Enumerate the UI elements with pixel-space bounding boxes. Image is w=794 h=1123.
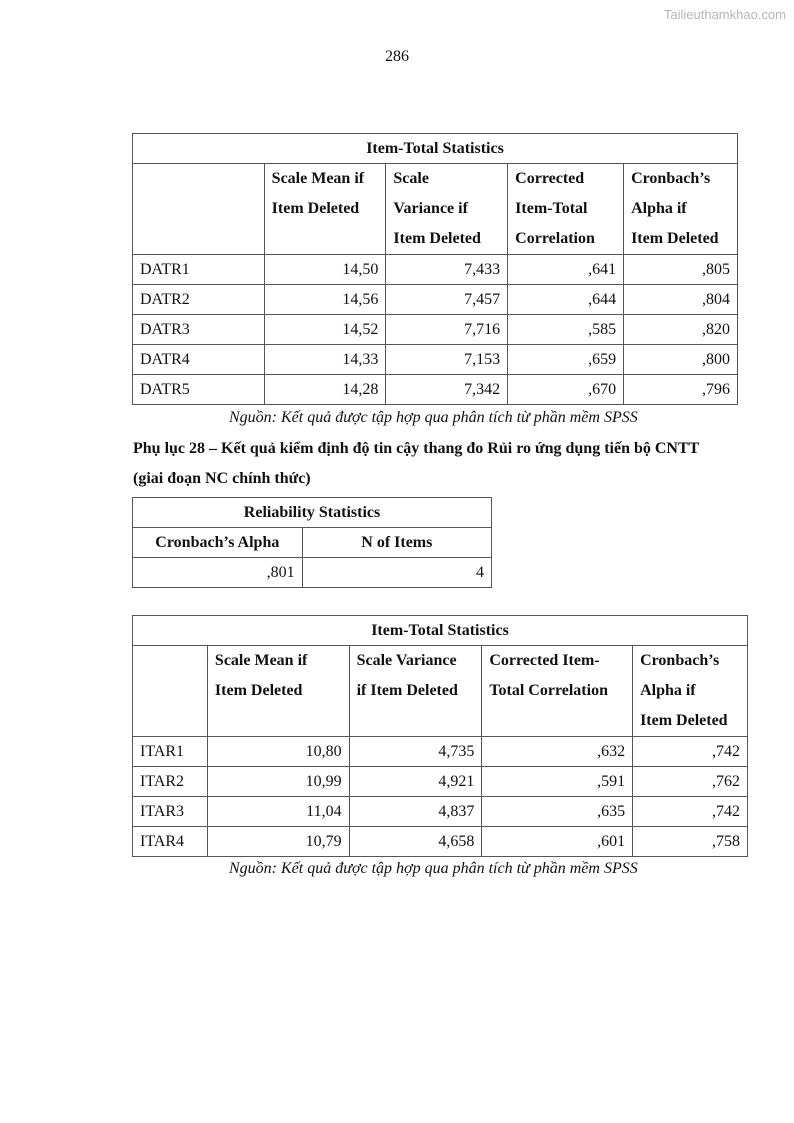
row-label: DATR1 [133,255,265,285]
item-total-statistics-table-itar [132,615,748,857]
page-number: 286 [385,48,409,65]
reliability-caption: Reliability Statistics [133,498,492,528]
table-row [133,315,738,345]
correlation-value: ,632 [482,737,633,767]
alpha-value: ,742 [633,737,748,767]
correlation-value: ,670 [508,375,624,405]
appendix-title: Phụ lục 28 – Kết quả kiểm định độ tin cậy thang đo Rủi ro ứng dụng tiến bộ CNTT (giai đoạn NC chính thức) [133,440,700,487]
item-total-statistics-table-datr [132,133,738,405]
table-row [133,285,738,315]
correlation-value: ,635 [482,797,633,827]
header-empty-cell [133,164,265,255]
header-cronbach-alpha: Cronbach’s Alpha [133,528,303,558]
header-corrected-correlation: Corrected Item-Total Correlation [508,164,624,255]
row-label: ITAR1 [133,737,208,767]
correlation-value: ,659 [508,345,624,375]
scale-mean-value: 14,56 [264,285,386,315]
alpha-value: ,796 [624,375,738,405]
scale-mean-value: 10,79 [207,827,349,857]
scale-mean-value: 14,33 [264,345,386,375]
table-row [133,375,738,405]
header-scale-variance: Scale Variance if Item Deleted [349,646,482,737]
row-label: ITAR2 [133,767,208,797]
header-scale-variance: Scale Variance if Item Deleted [386,164,508,255]
scale-mean-value: 10,99 [207,767,349,797]
n-of-items-value: 4 [302,558,491,588]
row-label: DATR2 [133,285,265,315]
alpha-value: ,758 [633,827,748,857]
alpha-value: ,820 [624,315,738,345]
scale-variance-value: 4,735 [349,737,482,767]
alpha-value: ,805 [624,255,738,285]
scale-variance-value: 7,457 [386,285,508,315]
header-corrected-correlation: Corrected Item- Total Correlation [482,646,633,737]
scale-mean-value: 10,80 [207,737,349,767]
reliability-statistics-table [132,497,492,588]
row-label: DATR5 [133,375,265,405]
header-empty-cell [133,646,208,737]
table-caption: Item-Total Statistics [133,134,738,164]
scale-variance-value: 7,342 [386,375,508,405]
table-row [133,255,738,285]
table-row [133,827,748,857]
scale-variance-value: 7,433 [386,255,508,285]
source-note: Nguồn: Kết quả được tập hợp qua phân tích từ phần mềm SPSS [229,860,638,877]
scale-mean-value: 14,28 [264,375,386,405]
source-note: Nguồn: Kết quả được tập hợp qua phân tích từ phần mềm SPSS [229,409,638,426]
header-scale-mean: Scale Mean if Item Deleted [207,646,349,737]
correlation-value: ,601 [482,827,633,857]
header-scale-mean: Scale Mean if Item Deleted [264,164,386,255]
alpha-value: ,762 [633,767,748,797]
header-n-of-items: N of Items [302,528,491,558]
header-cronbach-alpha: Cronbach’s Alpha if Item Deleted [624,164,738,255]
scale-variance-value: 7,153 [386,345,508,375]
scale-variance-value: 4,658 [349,827,482,857]
alpha-value: ,804 [624,285,738,315]
alpha-value: ,800 [624,345,738,375]
table-row [133,797,748,827]
correlation-value: ,585 [508,315,624,345]
table-row [133,737,748,767]
table-row [133,345,738,375]
row-label: DATR4 [133,345,265,375]
watermark: Tailieuthamkhao.com [663,7,786,22]
header-cronbach-alpha: Cronbach’s Alpha if Item Deleted [633,646,748,737]
row-label: ITAR3 [133,797,208,827]
correlation-value: ,591 [482,767,633,797]
correlation-value: ,641 [508,255,624,285]
table-caption: Item-Total Statistics [133,616,748,646]
scale-variance-value: 4,921 [349,767,482,797]
scale-mean-value: 14,52 [264,315,386,345]
row-label: DATR3 [133,315,265,345]
scale-variance-value: 7,716 [386,315,508,345]
scale-mean-value: 14,50 [264,255,386,285]
table-row [133,767,748,797]
cronbach-alpha-value: ,801 [133,558,303,588]
table-row [133,558,492,588]
correlation-value: ,644 [508,285,624,315]
scale-variance-value: 4,837 [349,797,482,827]
scale-mean-value: 11,04 [207,797,349,827]
alpha-value: ,742 [633,797,748,827]
row-label: ITAR4 [133,827,208,857]
